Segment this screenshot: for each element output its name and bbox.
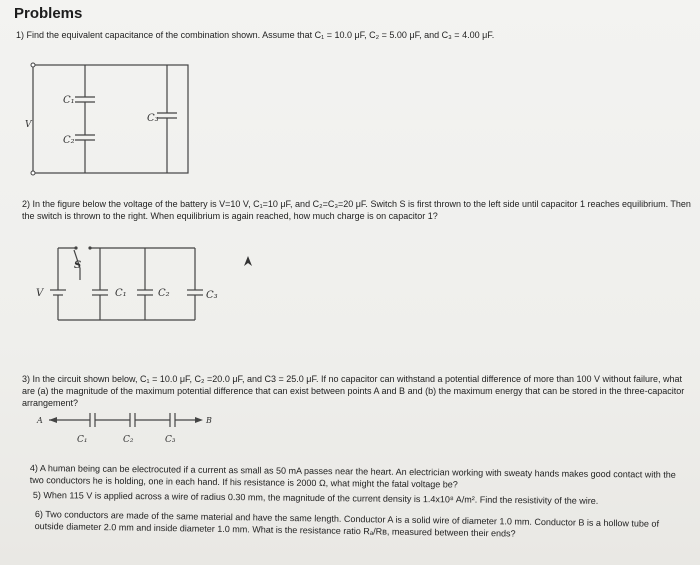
c2-label: C₂ xyxy=(158,288,170,299)
c3-label: C₃ xyxy=(206,290,218,301)
c1-label: C₁ xyxy=(63,95,75,106)
figure-3-circuit xyxy=(35,410,220,450)
problem-2-text: 2) In the figure below the voltage of the battery is V=10 V, C₁=10 μF, and C₂=C₃=20 μF. Switch S is first thrown to the left side until capacitor 1 reaches equilibrium. Then the switch is thrown to the right. When equilibrium is again reached, how much charge is on capacitor 1? xyxy=(22,199,691,221)
figure-1-circuit xyxy=(25,55,200,180)
problem-3-text: 3) In the circuit shown below, C₁ = 10.0 μF, C₂ =20.0 μF, and C3 = 25.0 μF. If no capacitor can withstand a potential difference of more than 100 V without failure, what are (a) the magnitude of the maximum potential difference that can exist between points A and B and (b) the maximum energy that can be stored in the three-capacitor arrangement? xyxy=(22,374,685,408)
problem-4-text: 4) A human being can be electrocuted if a current as small as 50 mA passes near the heart. An electrician working with sweaty hands makes good contact with the two conductors he is holding, one in each hand. If his resistance is 2000 Ω, what might the fatal voltage be? xyxy=(29,462,676,490)
problem-1-text: 1) Find the equivalent capacitance of the combination shown. Assume that C₁ = 10.0 μF, C₂ = 5.00 μF, and C₃ = 4.00 μF. xyxy=(16,30,495,40)
page-title: Problems xyxy=(14,5,83,22)
voltage-label: V xyxy=(36,288,44,299)
point-a-label: A xyxy=(37,416,43,425)
c3-label: C₃ xyxy=(147,113,159,124)
switch-label: S xyxy=(74,260,82,271)
cursor-arrow-icon xyxy=(242,254,254,268)
c1-label: C₁ xyxy=(115,288,127,299)
point-b-label: B xyxy=(206,416,212,425)
c2-label: C₂ xyxy=(123,435,134,445)
problem-6-text: 6) Two conductors are made of the same material and have the same length. Conductor A is a solid wire of diameter 1.0 mm. Conductor B is a hollow tube of outside diameter 2.0 mm and inside diameter 1.0 mm. What is the resistance ratio Rₐ/Rʙ, measured between their ends? xyxy=(34,508,660,539)
voltage-label: V xyxy=(25,120,32,130)
figure-2-circuit xyxy=(30,240,225,330)
problem-5-text: 5) When 115 V is applied across a wire of radius 0.30 mm, the magnitude of the current density is 1.4x10⁸ A/m². Find the resistivity of the wire. xyxy=(32,489,599,506)
c2-label: C₂ xyxy=(63,135,75,146)
c3-label: C₃ xyxy=(165,435,176,445)
c1-label: C₁ xyxy=(77,435,88,445)
